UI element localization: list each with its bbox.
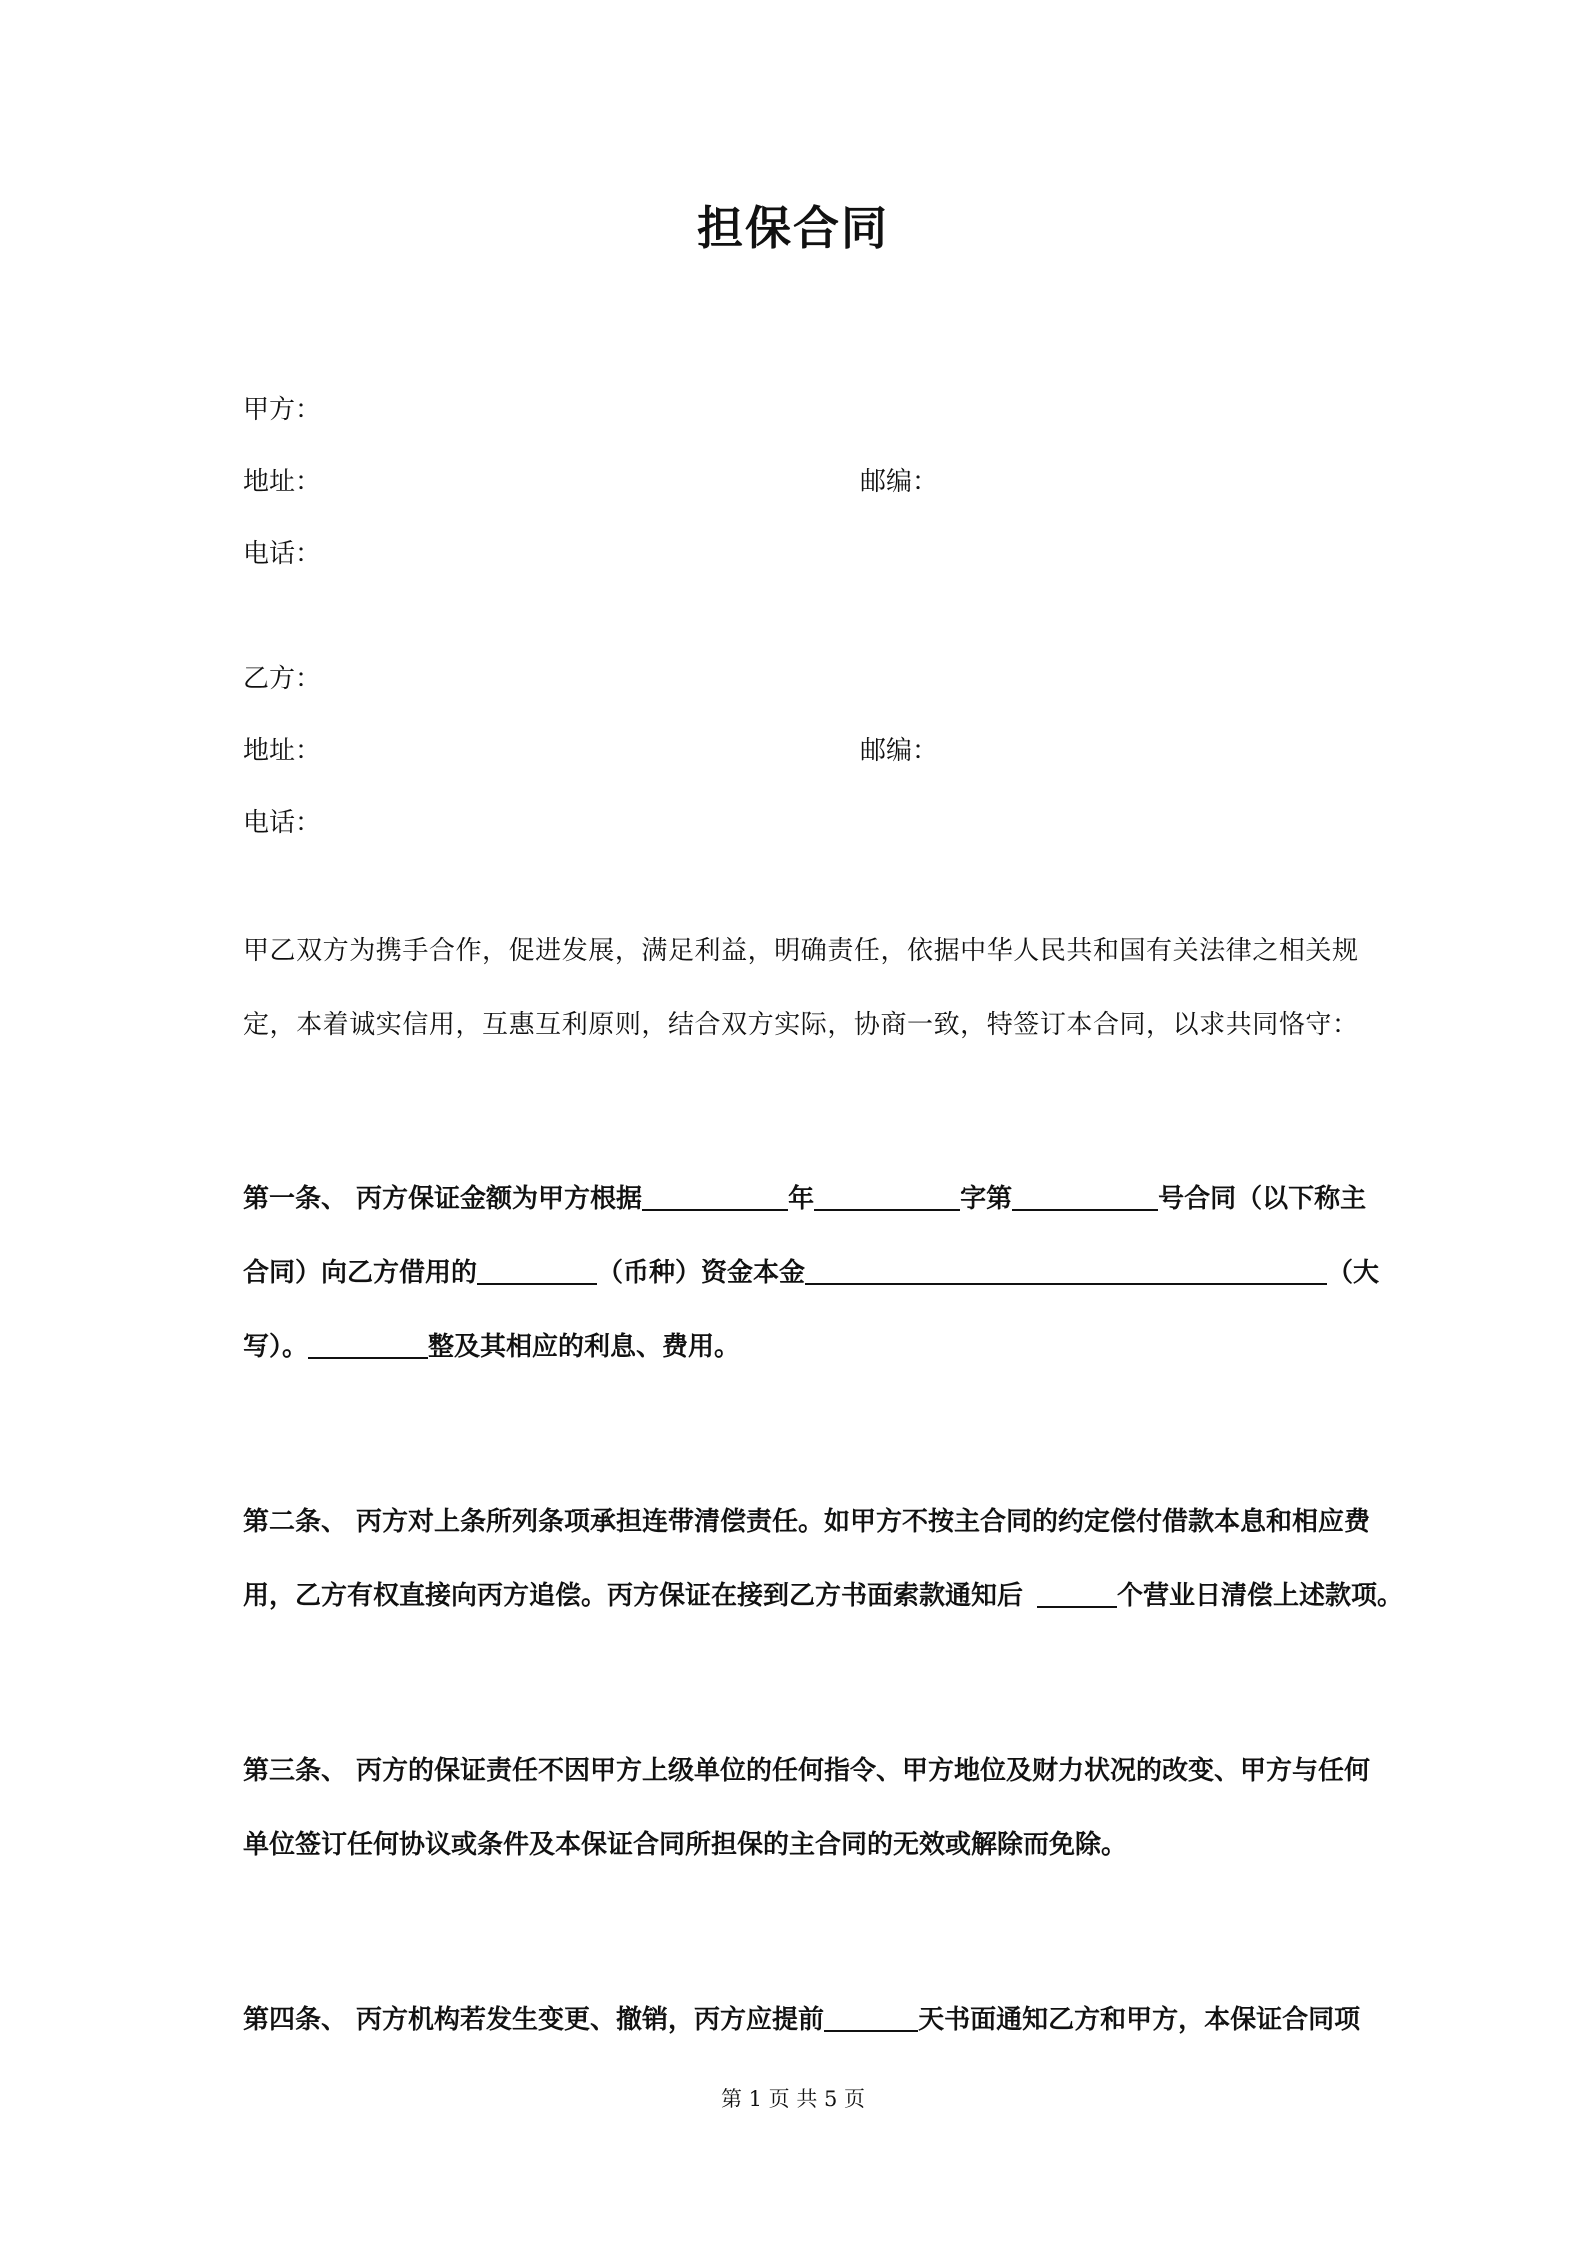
article-1-text: 号合同（以下称主 [1158, 1184, 1367, 1214]
article-1-text: 合同）向乙方借用的 [243, 1258, 478, 1288]
article-3-paragraph [243, 1734, 1371, 1882]
party-b-phone-label: 电话： [243, 808, 322, 838]
article-2-line-2 [243, 1559, 1404, 1633]
article-1-text: （币种）资金本金 [597, 1258, 806, 1288]
page-footer: 第 1 页 共 5 页 [720, 2087, 866, 2111]
article-1-text: （大 [1327, 1258, 1380, 1288]
article-3-line-2: 单位签订任何协议或条件及本保证合同所担保的主合同的无效或解除而免除。 [243, 1830, 1128, 1860]
preamble-line-2: 定，本着诚实信用，互惠互利原则，结合双方实际，协商一致，特签订本合同，以求共同恪守： [243, 1010, 1358, 1040]
party-a-postcode-label: 邮编： [860, 467, 939, 497]
article-1-text: 字第 [960, 1184, 1013, 1214]
party-a-phone-label: 电话： [243, 539, 322, 569]
article-4-paragraph [243, 1983, 1361, 2057]
article-1-line-2 [243, 1236, 1380, 1310]
blank-line [642, 1181, 788, 1211]
article-2-text: 个营业日清偿上述款项。 [1117, 1581, 1404, 1611]
blank-line [824, 2002, 918, 2032]
blank-line [308, 1329, 428, 1359]
article-1-text: 年 [788, 1184, 815, 1214]
article-1-paragraph [243, 1162, 1380, 1384]
blank-line [814, 1181, 960, 1211]
article-3-line-1: 第三条、 丙方的保证责任不因甲方上级单位的任何指令、甲方地位及财力状况的改变、甲方与任何 [243, 1756, 1371, 1786]
blank-line [1037, 1578, 1117, 1608]
article-2-paragraph [243, 1485, 1404, 1633]
article-2-line-1: 第二条、 丙方对上条所列条项承担连带清偿责任。如甲方不按主合同的约定偿付借款本息和相应费 [243, 1507, 1371, 1537]
blank-line [1012, 1181, 1158, 1211]
preamble-line-1: 甲乙双方为携手合作，促进发展，满足利益，明确责任，依据中华人民共和国有关法律之相关规 [243, 936, 1358, 966]
article-1-text: 写）。 [243, 1332, 309, 1362]
party-a-address-label: 地址： [243, 467, 322, 497]
party-a-label: 甲方： [243, 395, 322, 425]
party-b-address-label: 地址： [243, 736, 322, 766]
document-title: 担保合同 [697, 201, 889, 255]
article-1-text: 整及其相应的利息、费用。 [428, 1332, 741, 1362]
article-1-text: 第一条、 丙方保证金额为甲方根据 [243, 1184, 643, 1214]
article-1-line-3 [243, 1310, 1358, 1384]
preamble-paragraph [243, 914, 1358, 1062]
article-4-text: 第四条、 丙方机构若发生变更、撤销，丙方应提前 [243, 2005, 825, 2035]
article-4-line-1 [243, 1983, 1361, 2057]
blank-line [477, 1255, 597, 1285]
article-2-text: 用，乙方有权直接向丙方追偿。丙方保证在接到乙方书面索款通知后 [243, 1581, 1024, 1611]
article-1-line-1 [243, 1162, 1367, 1236]
party-b-postcode-label: 邮编： [860, 736, 939, 766]
article-4-text: 天书面通知乙方和甲方，本保证合同项 [918, 2005, 1361, 2035]
blank-line [805, 1255, 1327, 1285]
party-b-label: 乙方： [243, 664, 322, 694]
